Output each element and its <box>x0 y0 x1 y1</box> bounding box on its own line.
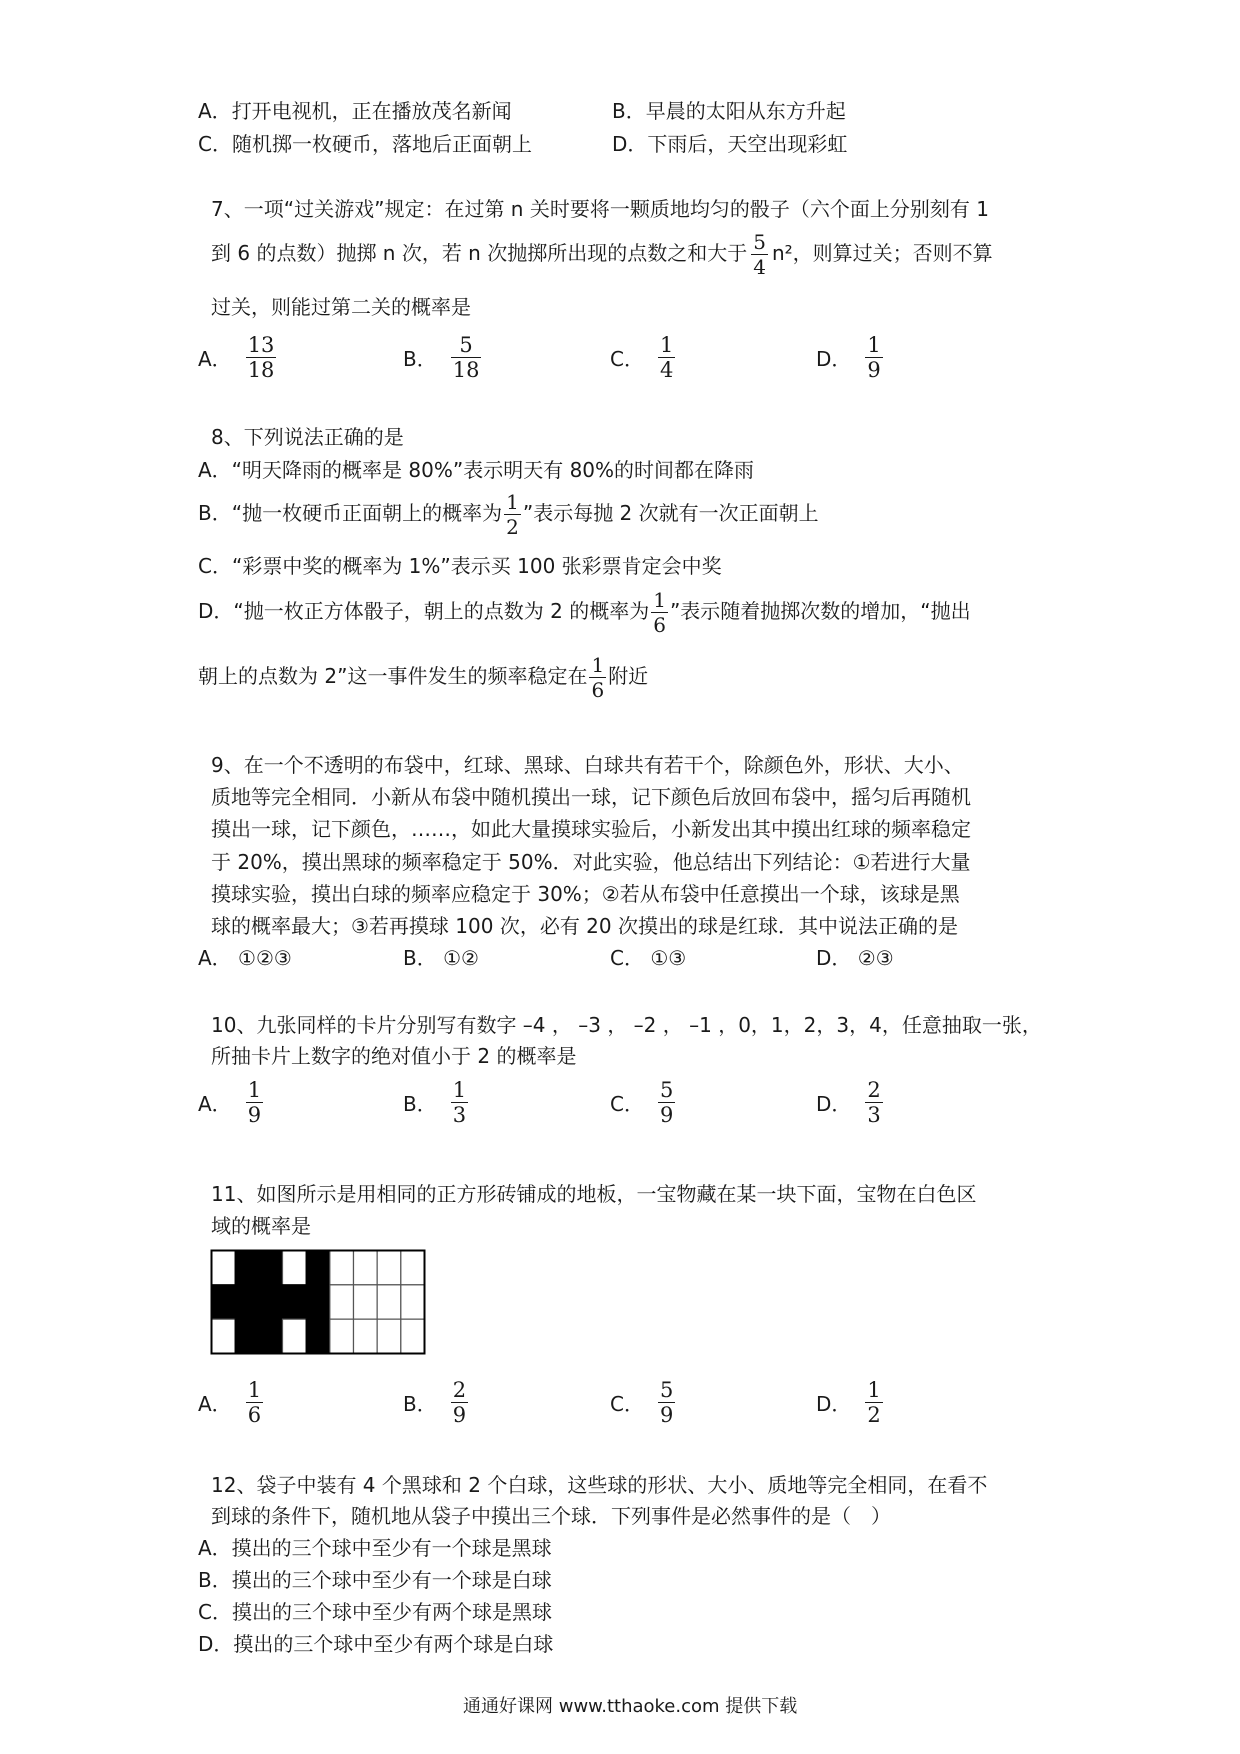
white-tile <box>283 1251 307 1285</box>
q9-option-d: D． ②③ <box>816 946 894 970</box>
white-tile <box>212 1251 236 1285</box>
q6-option-b: B．早晨的太阳从东方升起 <box>612 99 846 123</box>
white-tile <box>401 1285 425 1319</box>
q11-line-1: 11、如图所示是用相同的正方形砖铺成的地板，一宝物藏在某一块下面，宝物在白色区 <box>211 1182 977 1206</box>
q11-option-c: C． $\frac{5}{9}$ <box>610 1377 674 1427</box>
q8-option-d-cont: 朝上的点数为 2”这一事件发生的频率稳定在 $\frac{1}{6}$ 附近 <box>198 653 649 702</box>
q6-option-c: C．随机掷一枚硬币，落地后正面朝上 <box>198 132 532 156</box>
white-tile <box>354 1285 378 1319</box>
q7-option-d: D． $\frac{1}{9}$ <box>816 332 881 382</box>
q7-option-a: A． $\frac{13}{18}$ <box>198 332 275 382</box>
white-tile <box>377 1319 401 1353</box>
q12-option-a: A．摸出的三个球中至少有一个球是黑球 <box>198 1536 552 1560</box>
q9-line-6: 球的概率最大；③若再摸球 100 次，必有 20 次摸出的球是红球．其中说法正确的是 <box>211 914 958 938</box>
q10-line-1: 10、九张同样的卡片分别写有数字 –4 ， –3 ， –2 ， –1 ，0，1，2，3，4，任意抽取一张， <box>211 1013 1042 1037</box>
q8-option-b: B．“抛一枚硬币正面朝上的概率为 $\frac{1}{2}$ ”表示每抛 2 次就有一次正面朝上 <box>198 490 819 539</box>
q10-line-2: 所抽卡片上数字的绝对值小于 2 的概率是 <box>211 1044 577 1068</box>
q8-stem: 8、下列说法正确的是 <box>211 425 404 449</box>
q9-line-5: 摸球实验，摸出白球的频率应稳定于 30%；②若从布袋中任意摸出一个球，该球是黑 <box>211 882 960 906</box>
black-tile <box>212 1285 236 1319</box>
q10-option-d: D． $\frac{2}{3}$ <box>816 1077 881 1127</box>
white-tile <box>330 1251 354 1285</box>
white-tile <box>354 1251 378 1285</box>
q7-fraction: $\frac{5}{4}$ <box>753 230 766 279</box>
q7-options <box>198 322 1098 392</box>
black-tile <box>306 1285 330 1319</box>
black-tile <box>235 1251 259 1285</box>
q11-option-d: D． $\frac{1}{2}$ <box>816 1377 881 1427</box>
q9-line-1: 9、在一个不透明的布袋中，红球、黑球、白球共有若干个，除颜色外，形状、大小、 <box>211 753 964 777</box>
black-tile <box>235 1285 259 1319</box>
q9-line-3: 摸出一球，记下颜色，……，如此大量摸球实验后，小新发出其中摸出红球的频率稳定 <box>211 817 971 841</box>
q12-option-d: D．摸出的三个球中至少有两个球是白球 <box>198 1632 554 1656</box>
q9-option-b: B． ①② <box>403 946 479 970</box>
q8-option-d: D．“抛一枚正方体骰子，朝上的点数为 2 的概率为 $\frac{1}{6}$ ”表示随着抛掷次数的增加，“抛出 <box>198 588 971 637</box>
q10-option-b: B． $\frac{1}{3}$ <box>403 1077 467 1127</box>
q7-option-b: B． $\frac{5}{18}$ <box>403 332 480 382</box>
black-tile <box>259 1285 283 1319</box>
q9-option-a: A． ①②③ <box>198 946 292 970</box>
black-tile <box>306 1251 330 1285</box>
white-tile <box>377 1285 401 1319</box>
q7-line-1: 7、一项“过关游戏”规定：在过第 n 关时要将一颗质地均匀的骰子（六个面上分别刻有 1 <box>211 197 989 221</box>
q11-line-2: 域的概率是 <box>211 1214 311 1238</box>
white-tile <box>330 1285 354 1319</box>
q7-option-c: C． $\frac{1}{4}$ <box>610 332 674 382</box>
tile-floor-figure <box>210 1249 426 1355</box>
q9-option-c: C． ①③ <box>610 946 687 970</box>
white-tile <box>401 1251 425 1285</box>
q8-option-c: C．“彩票中奖的概率为 1%”表示买 100 张彩票肯定会中奖 <box>198 554 722 578</box>
q12-option-b: B．摸出的三个球中至少有一个球是白球 <box>198 1568 552 1592</box>
q12-line-2: 到球的条件下，随机地从袋子中摸出三个球．下列事件是必然事件的是（ ） <box>211 1504 891 1528</box>
white-tile <box>212 1319 236 1353</box>
q6-option-a: A．打开电视机，正在播放茂名新闻 <box>198 99 512 123</box>
white-tile <box>283 1319 307 1353</box>
q10-option-c: C． $\frac{5}{9}$ <box>610 1077 674 1127</box>
q7-line-3: 过关，则能过第二关的概率是 <box>211 295 471 319</box>
q6-option-d: D．下雨后，天空出现彩虹 <box>612 132 848 156</box>
q10-option-a: A． $\frac{1}{9}$ <box>198 1077 262 1127</box>
black-tile <box>283 1285 307 1319</box>
page-footer: 通通好课网 www.tthaoke.com 提供下载 <box>463 1696 798 1717</box>
q12-line-1: 12、袋子中装有 4 个黑球和 2 个白球，这些球的形状、大小、质地等完全相同，在看不 <box>211 1473 988 1497</box>
q11-option-a: A． $\frac{1}{6}$ <box>198 1377 262 1427</box>
white-tile <box>354 1319 378 1353</box>
white-tile <box>330 1319 354 1353</box>
black-tile <box>259 1319 283 1353</box>
q9-line-4: 于 20%，摸出黑球的频率稳定于 50%．对此实验，他总结出下列结论：①若进行大量 <box>211 850 971 874</box>
q11-option-b: B． $\frac{2}{9}$ <box>403 1377 467 1427</box>
q9-line-2: 质地等完全相同．小新从布袋中随机摸出一球，记下颜色后放回布袋中，摇匀后再随机 <box>211 785 971 809</box>
q7-line-2: 到 6 的点数）抛掷 n 次，若 n 次抛掷所出现的点数之和大于 $\frac{5}{4}$ n²，则算过关；否则不算 <box>211 230 993 279</box>
white-tile <box>377 1251 401 1285</box>
q10-options <box>198 1067 1098 1137</box>
q12-option-c: C．摸出的三个球中至少有两个球是黑球 <box>198 1600 552 1624</box>
black-tile <box>306 1319 330 1353</box>
black-tile <box>235 1319 259 1353</box>
white-tile <box>401 1319 425 1353</box>
black-tile <box>259 1251 283 1285</box>
q8-option-a: A．“明天降雨的概率是 80%”表示明天有 80%的时间都在降雨 <box>198 458 755 482</box>
q11-options <box>198 1367 1098 1437</box>
